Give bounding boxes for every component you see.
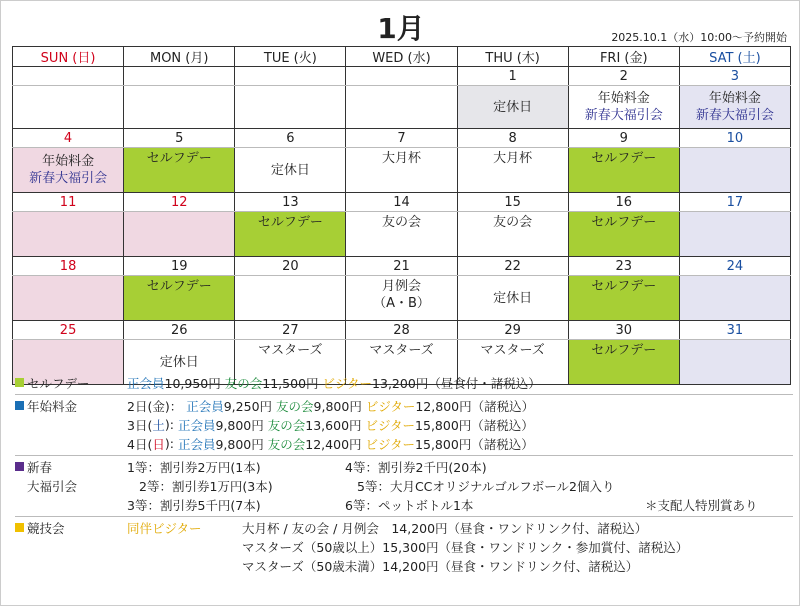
- event-label: セルフデー: [146, 279, 212, 294]
- price-text: 正会員: [186, 398, 224, 414]
- date-number: 15: [457, 193, 568, 212]
- price-text: ):: [164, 436, 174, 451]
- date-number: 22: [457, 257, 568, 276]
- event-label: セルフデー: [257, 215, 323, 230]
- price-text: 友の会: [276, 398, 314, 414]
- legend-section: [15, 372, 793, 395]
- day-cell[interactable]: [346, 276, 457, 321]
- price-text: 15,800円（諸税込）: [415, 417, 534, 433]
- event-sublabel: 新春大福引会: [584, 108, 663, 123]
- day-cell[interactable]: [346, 86, 457, 129]
- date-number: [13, 67, 124, 86]
- day-cell[interactable]: [124, 148, 235, 193]
- date-number: 30: [568, 321, 679, 340]
- legend-line: [15, 434, 793, 453]
- event-label: マスターズ: [480, 343, 545, 358]
- price-text: 正会員: [127, 375, 165, 391]
- fee-item: 大月杯 / 友の会 / 月例会 14,200円（昼食・ワンドリンク付、諸税込）: [242, 520, 648, 536]
- event-label: 定休日: [493, 290, 533, 306]
- event-label: 定休日: [270, 162, 310, 178]
- date-number: 4: [13, 129, 124, 148]
- date-number: [346, 67, 457, 86]
- event-label: 年始料金: [597, 91, 650, 106]
- price-text: 9,800円: [215, 417, 264, 433]
- week-content-row: [13, 86, 791, 129]
- event-label: セルフデー: [591, 215, 657, 230]
- prize-item: 1等：割引券2万円(1本): [127, 459, 261, 475]
- weekday-header: SUN (日): [13, 47, 124, 67]
- week-content-row: [13, 148, 791, 193]
- price-text: 友の会: [224, 375, 263, 391]
- day-cell[interactable]: [679, 212, 790, 257]
- day-cell[interactable]: [13, 148, 124, 193]
- event-label: 友の会: [381, 215, 421, 230]
- fee-line: [15, 556, 793, 575]
- price-text: 4日(: [127, 436, 153, 452]
- day-cell[interactable]: [13, 212, 124, 257]
- date-number: 6: [235, 129, 346, 148]
- price-text: 12,400円: [305, 436, 362, 452]
- date-number: 23: [568, 257, 679, 276]
- fee-item: マスターズ（50歳未満）14,200円（昼食・ワンドリンク付、諸税込）: [242, 558, 639, 574]
- day-cell[interactable]: [679, 86, 790, 129]
- week-date-row: [13, 257, 791, 276]
- legend-title: 新春: [27, 459, 53, 475]
- fee-item: マスターズ（50歳以上）15,300円（昼食・ワンドリンク・参加賞付、諸税込）: [242, 539, 689, 555]
- price-text: 13,600円: [305, 417, 362, 433]
- week-date-row: [13, 67, 791, 86]
- fee-line: [15, 518, 793, 537]
- legend-section: [15, 395, 793, 456]
- day-cell[interactable]: [13, 86, 124, 129]
- prize-item: 3等：割引券5千円(7本): [127, 497, 261, 513]
- legend-label: [15, 458, 127, 476]
- event-label: 年始料金: [42, 154, 95, 169]
- date-number: 31: [679, 321, 790, 340]
- prize-item: 5等：大月CCオリジナルゴルフボール2個入り: [357, 478, 615, 494]
- event-label: 定休日: [493, 99, 533, 115]
- day-cell[interactable]: [13, 276, 124, 321]
- legend-line: [15, 415, 793, 434]
- calendar-table: [12, 46, 791, 385]
- day-cell[interactable]: [457, 212, 568, 257]
- week-date-row: [13, 193, 791, 212]
- color-square-icon: [15, 523, 24, 532]
- event-label: セルフデー: [591, 343, 657, 358]
- price-text: 正会員: [177, 417, 216, 433]
- legend-title: 年始料金: [27, 398, 78, 414]
- legend-label: [15, 374, 127, 392]
- event-sublabel: 新春大福引会: [29, 171, 108, 186]
- date-number: 7: [346, 129, 457, 148]
- legend-title-2: 大福引会: [27, 478, 78, 494]
- prize-item: 4等：割引券2千円(20本): [345, 459, 487, 475]
- fee-line: [15, 537, 793, 556]
- date-number: 18: [13, 257, 124, 276]
- date-number: 11: [13, 193, 124, 212]
- price-text: ビジター: [365, 436, 416, 452]
- legend-line: [15, 396, 793, 415]
- date-number: 14: [346, 193, 457, 212]
- date-number: 28: [346, 321, 457, 340]
- week-content-row: [13, 212, 791, 257]
- price-legend: [15, 372, 793, 577]
- date-number: 17: [679, 193, 790, 212]
- weekday-header: WED (水): [346, 47, 457, 67]
- price-text: ビジター: [365, 417, 416, 433]
- day-cell[interactable]: [346, 148, 457, 193]
- date-number: [124, 67, 235, 86]
- weekday-header: TUE (火): [235, 47, 346, 67]
- event-label: マスターズ: [369, 343, 434, 358]
- day-cell[interactable]: [235, 148, 346, 193]
- legend-line: [15, 373, 793, 392]
- price-text: 9,250円: [223, 398, 273, 414]
- event-label: セルフデー: [591, 151, 657, 166]
- price-text: 友の会: [267, 436, 306, 452]
- date-number: 8: [457, 129, 568, 148]
- weekday-header: THU (木): [457, 47, 568, 67]
- date-number: 16: [568, 193, 679, 212]
- event-label: 友の会: [493, 215, 533, 230]
- date-number: 9: [568, 129, 679, 148]
- price-text: 日: [152, 436, 165, 452]
- day-cell[interactable]: [457, 276, 568, 321]
- color-square-icon: [15, 378, 24, 387]
- prize-item: 2等：割引券1万円(3本): [139, 478, 273, 494]
- date-number: 27: [235, 321, 346, 340]
- date-number: 21: [346, 257, 457, 276]
- week-date-row: [13, 129, 791, 148]
- event-label: 月例会: [381, 279, 421, 294]
- day-cell[interactable]: [679, 276, 790, 321]
- date-number: 29: [457, 321, 568, 340]
- price-text: 15,800円（諸税込）: [415, 436, 534, 452]
- legend-title: セルフデー: [27, 375, 90, 391]
- legend-section: [15, 517, 793, 577]
- price-text: 10,950円: [164, 375, 221, 391]
- price-text: 土: [152, 417, 165, 433]
- day-cell[interactable]: [679, 148, 790, 193]
- event-label: 大月杯: [381, 151, 421, 166]
- price-text: 3日(: [127, 417, 153, 433]
- date-number: 20: [235, 257, 346, 276]
- event-label: （A・B）: [373, 296, 430, 311]
- event-label: 定休日: [159, 354, 199, 370]
- price-text: 正会員: [177, 436, 216, 452]
- price-text: 13,200円（昼食付・諸税込）: [372, 375, 541, 391]
- price-text: 9,800円: [313, 398, 362, 414]
- day-cell[interactable]: [457, 148, 568, 193]
- event-label: セルフデー: [591, 279, 657, 294]
- price-text: ビジター: [365, 398, 416, 414]
- legend-title: 競技会: [27, 520, 65, 536]
- date-number: 25: [13, 321, 124, 340]
- weekday-header: SAT (土): [679, 47, 790, 67]
- weekday-header: MON (月): [124, 47, 235, 67]
- price-text: 友の会: [267, 417, 306, 433]
- day-cell[interactable]: [235, 276, 346, 321]
- day-cell[interactable]: [124, 86, 235, 129]
- event-label: 年始料金: [708, 91, 761, 106]
- event-label: セルフデー: [146, 151, 212, 166]
- date-number: 12: [124, 193, 235, 212]
- prize-item: ＊支配人特別賞あり: [645, 497, 758, 513]
- reservation-open-note: 2025.10.1（水）10:00～予約開始: [611, 31, 787, 44]
- color-square-icon: [15, 401, 24, 410]
- date-number: 24: [679, 257, 790, 276]
- price-text: 12,800円（諸税込）: [415, 398, 535, 414]
- prize-line: [15, 476, 793, 495]
- week-date-row: [13, 321, 791, 340]
- price-text: 9,800円: [215, 436, 264, 452]
- prize-item: 6等：ペットボトル1本: [345, 497, 474, 513]
- event-label: マスターズ: [258, 343, 323, 358]
- date-number: 26: [124, 321, 235, 340]
- day-cell[interactable]: [124, 212, 235, 257]
- legend-label: [15, 397, 127, 415]
- prize-line: [15, 457, 793, 476]
- date-number: 5: [124, 129, 235, 148]
- day-cell[interactable]: [568, 212, 679, 257]
- event-label: 大月杯: [493, 151, 533, 166]
- legend-section: [15, 456, 793, 517]
- day-cell[interactable]: [235, 86, 346, 129]
- day-cell[interactable]: [568, 276, 679, 321]
- date-number: [235, 67, 346, 86]
- day-cell[interactable]: [124, 276, 235, 321]
- day-cell[interactable]: [457, 86, 568, 129]
- date-number: 1: [457, 67, 568, 86]
- day-cell[interactable]: [346, 212, 457, 257]
- date-number: 2: [568, 67, 679, 86]
- day-cell[interactable]: [568, 86, 679, 129]
- date-number: 3: [679, 67, 790, 86]
- price-text: ):: [164, 417, 174, 432]
- legend-label-cont: [15, 477, 139, 495]
- day-cell[interactable]: [568, 148, 679, 193]
- weekday-header: FRI (金): [568, 47, 679, 67]
- week-content-row: [13, 276, 791, 321]
- price-text: ビジター: [322, 375, 373, 391]
- day-cell[interactable]: [235, 212, 346, 257]
- event-sublabel: 新春大福引会: [695, 108, 774, 123]
- date-number: 13: [235, 193, 346, 212]
- date-number: 10: [679, 129, 790, 148]
- legend-label: [15, 519, 127, 537]
- month-title: 1月: [377, 12, 425, 45]
- companion-label: 同伴ビジター: [127, 520, 202, 536]
- prize-line: [15, 495, 793, 514]
- price-text: 2日(金)：: [127, 398, 183, 414]
- color-square-icon: [15, 462, 24, 471]
- date-number: 19: [124, 257, 235, 276]
- price-text: 11,500円: [262, 375, 319, 391]
